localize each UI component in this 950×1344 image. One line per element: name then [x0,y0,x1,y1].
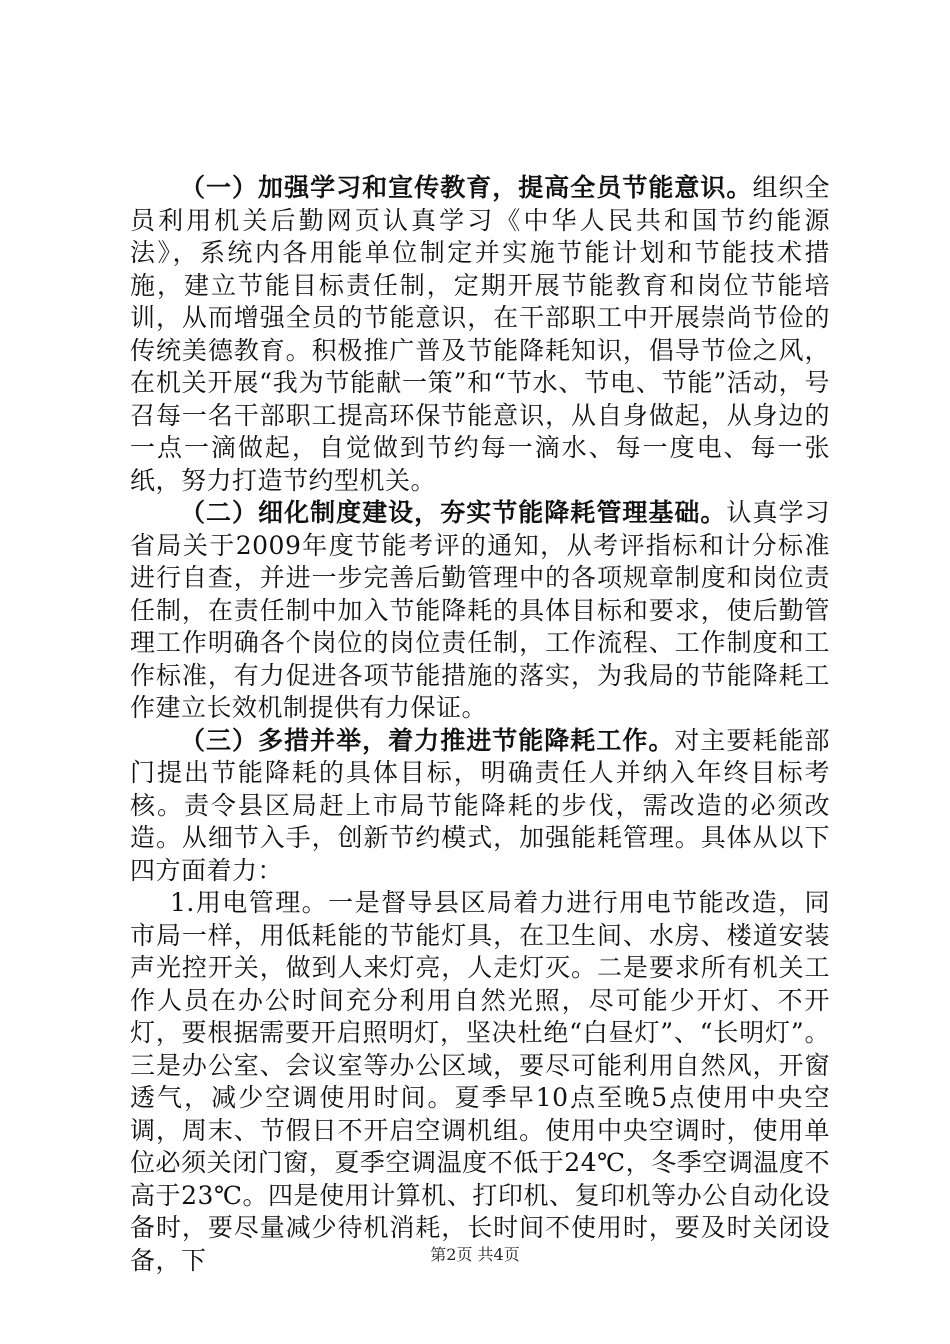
document-body [130,172,830,1277]
paragraph-text: 认真学习省局关于2009年度节能考评的通知，从考评指标和计分标准进行自查，并进一步完善后勤管理中的各项规章制度和岗位责任制，在责任制中加入节能降耗的具体目标和要求，使后勤管理工作明确各个岗位的岗位责任制，工作流程、工作制度和工作标准，有力促进各项节能措施的落实，为我局的节能降耗工作建立长效机制提供有力保证。 [130,498,830,722]
paragraph-2 [130,497,830,725]
paragraph-4 [130,887,830,1277]
paragraph-text: 组织全员利用机关后勤网页认真学习《中华人民共和国节约能源法》，系统内各用能单位制定并实施节能计划和节能技术措施，建立节能目标责任制，定期开展节能教育和岗位节能培训，从而增强全员的节能意识，在干部职工中开展崇尚节俭的传统美德教育。积极推广普及节能降耗知识，倡导节俭之风，在机关开展“我为节能献一策”和“节水、节电、节能”活动，号召每一名干部职工提高环保节能意识，从自身做起，从身边的一点一滴做起，自觉做到节约每一滴水、每一度电、每一张纸，努力打造节约型机关。 [130,173,830,495]
paragraph-heading: （三）多措并举，着力推进节能降耗工作。 [180,725,675,755]
paragraph-text: 对主要耗能部门提出节能降耗的具体目标，明确责任人并纳入年终目标考核。责令县区局赶上市局节能降耗的步伐，需改造的必须改造。从细节入手，创新节约模式，加强能耗管理。具体从以下四方面着力： [130,725,830,885]
paragraph-heading: （二）细化制度建设，夯实节能降耗管理基础。 [180,498,727,527]
paragraph-heading: （一）加强学习和宣传教育，提高全员节能意识。 [180,173,753,202]
paragraph-1 [130,172,830,497]
paragraph-text: 1.用电管理。一是督导县区局着力进行用电节能改造，同市局一样，用低耗能的节能灯具，在卫生间、水房、楼道安装声光控开关，做到人来灯亮，人走灯灭。二是要求所有机关工作人员在办公时间充分利用自然光照，尽可能少开灯、不开灯，要根据需要开启照明灯，坚决杜绝“白昼灯”、“长明灯”。三是办公室、会议室等办公区域，要尽可能利用自然风，开窗透气，减少空调使用时间。夏季早10点至晚5点使用中央空调，周末、节假日不开启空调机组。使用中央空调时，使用单位必须关闭门窗，夏季空调温度不低于24℃，冬季空调温度不高于23℃。四是使用计算机、打印机、复印机等办公自动化设备时，要尽量减少待机消耗，长时间不使用时，要及时关闭设备，下 [130,888,830,1275]
page-footer [0,1245,950,1265]
page-number: 第2页 共4页 [430,1245,520,1264]
paragraph-3 [130,725,830,888]
